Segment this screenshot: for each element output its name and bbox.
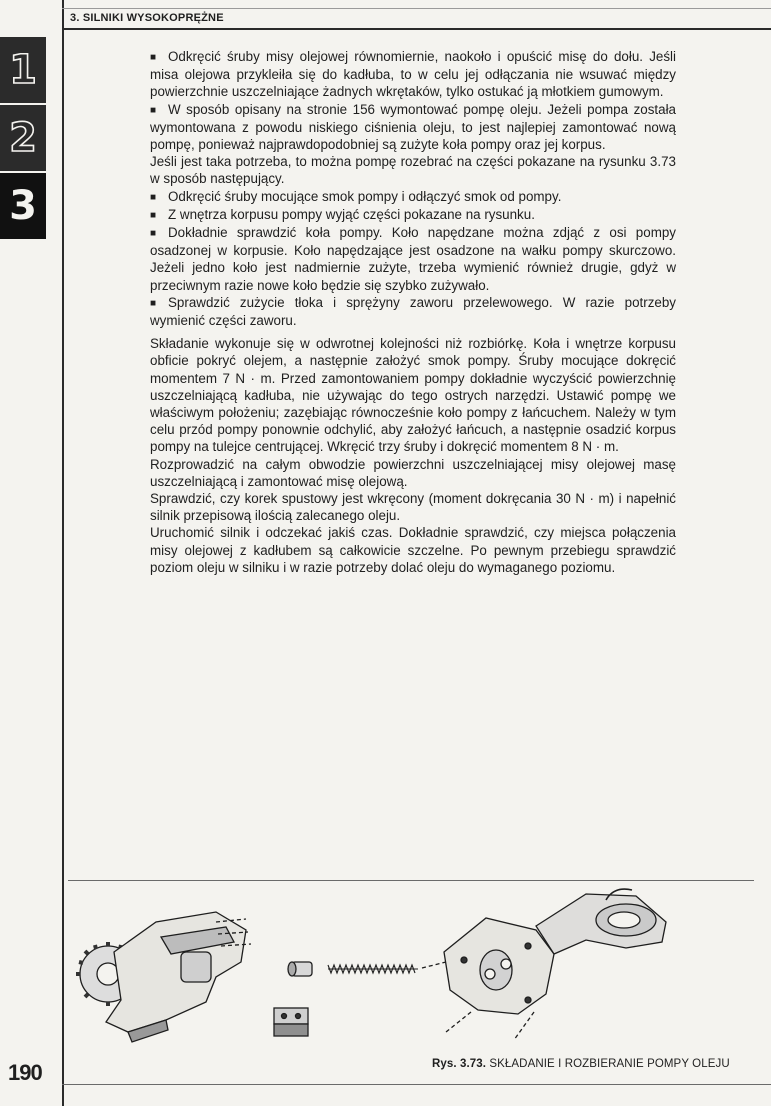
body-paragraph xyxy=(150,335,676,455)
paragraph-text: Uruchomić silnik i odczekać jakiś czas. Dokładnie sprawdzić, czy miejsca połączenia misy olejowej z kadłubem są całkowicie szczelne. Po pewnym przebiegu sprawdzić poziom oleju w silniku i w razie potrzeby dolać oleju do wymaganego poziomu. xyxy=(150,525,676,575)
body-paragraph xyxy=(150,490,676,524)
bullet-icon: ■ xyxy=(150,104,157,116)
figure-caption xyxy=(432,1058,730,1070)
chapter-tab-1: 1 xyxy=(0,37,46,103)
bullet-icon: ■ xyxy=(150,191,157,203)
body-text xyxy=(150,48,676,576)
paragraph-text: Z wnętrza korpusu pompy wyjąć części pokazane na rysunku. xyxy=(168,206,535,222)
paragraph-text: Jeśli jest taka potrzeba, to można pompę rozebrać na części pokazane na rysunku 3.73 w sposób następujący. xyxy=(150,154,676,187)
paragraph-text: Rozprowadzić na całym obwodzie powierzchni uszczelniającej misy olejowej masę uszczelniającą i zamontować misę olejową. xyxy=(150,456,676,489)
margin-rule xyxy=(62,0,64,1106)
paragraph-text: Odkręcić śruby mocujące smok pompy i odłączyć smok od pompy. xyxy=(168,188,562,204)
body-paragraph xyxy=(150,294,676,329)
valve-plug xyxy=(274,1008,308,1036)
relief-valve-spring xyxy=(328,965,418,973)
body-paragraph xyxy=(150,524,676,576)
body-paragraph xyxy=(150,48,676,101)
body-paragraph xyxy=(150,224,676,294)
body-paragraph xyxy=(150,188,676,206)
chapter-tabs xyxy=(0,37,46,241)
body-paragraph xyxy=(150,153,676,187)
page-number: 190 xyxy=(8,1060,42,1085)
body-paragraph xyxy=(150,206,676,224)
paragraph-text: Składanie wykonuje się w odwrotnej kolejności niż rozbiórkę. Koła i wnętrze korpusu obficie pokryć olejem, a następnie założyć smok pompy. Śruby mocujące dokręcić momentem 7 N · m. Przed zamontowaniem pompy dokładnie wyczyścić powierzchnię uszczelniającą kadłuba, nie używając do tego ostrych narzędzi. Ustawić pompę we właściwym położeniu; zazębiając równocześnie koło pompy z łańcuchem. Należy w tym celu przód pompy ponownie odchylić, aby założyć łańcuch, a następnie osadzić korpus pompy na tulejce centrującej. Wkręcić trzy śruby i dokręcić momentem 8 N · m. xyxy=(150,336,676,455)
chapter-tab-3: 3 xyxy=(0,173,46,239)
paragraph-text: W sposób opisany na stronie 156 wymontować pompę oleju. Jeżeli pompa została wymontowana z powodu niskiego ciśnienia oleju, to jest najlepiej zamontować nową pompę, ponieważ najprawdopodobniej są zużyte koła pompy oraz jej korpus. xyxy=(150,101,676,153)
paragraph-text: Dokładnie sprawdzić koła pompy. Koło napędzane można zdjąć z osi pompy osadzonej w korpusie. Koło napędzające jest osadzone na wałku pompy skurczowo. Jeżeli jedno koło jest nadmiernie zużyte, trzeba wymienić również drugie, gdyż w przeciwnym razie nowe koło będzie się szybko zużywało. xyxy=(150,225,676,293)
bullet-icon: ■ xyxy=(150,52,157,63)
figure-caption-text: SKŁADANIE I ROZBIERANIE POMPY OLEJU xyxy=(489,1058,730,1070)
figure-caption-number: Rys. 3.73. xyxy=(432,1058,487,1070)
header-rule xyxy=(62,28,771,30)
figure-bottom-rule xyxy=(62,1084,771,1085)
bullet-icon: ■ xyxy=(150,228,157,240)
header-top-rule xyxy=(62,8,771,9)
bullet-icon: ■ xyxy=(150,209,157,221)
running-header: 3. SILNIKI WYSOKOPRĘŻNE xyxy=(70,12,224,24)
paragraph-text: Odkręcić śruby misy olejowej równomiernie, naokoło i opuścić misę do dołu. Jeśli misa olejowa przykleiła się do kadłuba, to w celu jej odłączania nie wsuwać między powierzchnie uszczelniające żadnych wkrętaków, tylko ostukać ją młotkiem gumowym. xyxy=(150,49,676,100)
bullet-icon: ■ xyxy=(150,297,157,309)
body-paragraph xyxy=(150,101,676,154)
figure-top-rule xyxy=(68,880,754,881)
oil-pump-exploded-drawing xyxy=(66,882,756,1050)
paragraph-text: Sprawdzić, czy korek spustowy jest wkręcony (moment dokręcania 30 N · m) i napełnić silnik przepisową ilością zalecanego oleju. xyxy=(150,491,676,524)
paragraph-text: Sprawdzić zużycie tłoka i sprężyny zaworu przelewowego. W razie potrzeby wymienić części zaworu. xyxy=(150,294,676,329)
body-paragraph xyxy=(150,456,676,490)
chapter-tab-2: 2 xyxy=(0,105,46,171)
